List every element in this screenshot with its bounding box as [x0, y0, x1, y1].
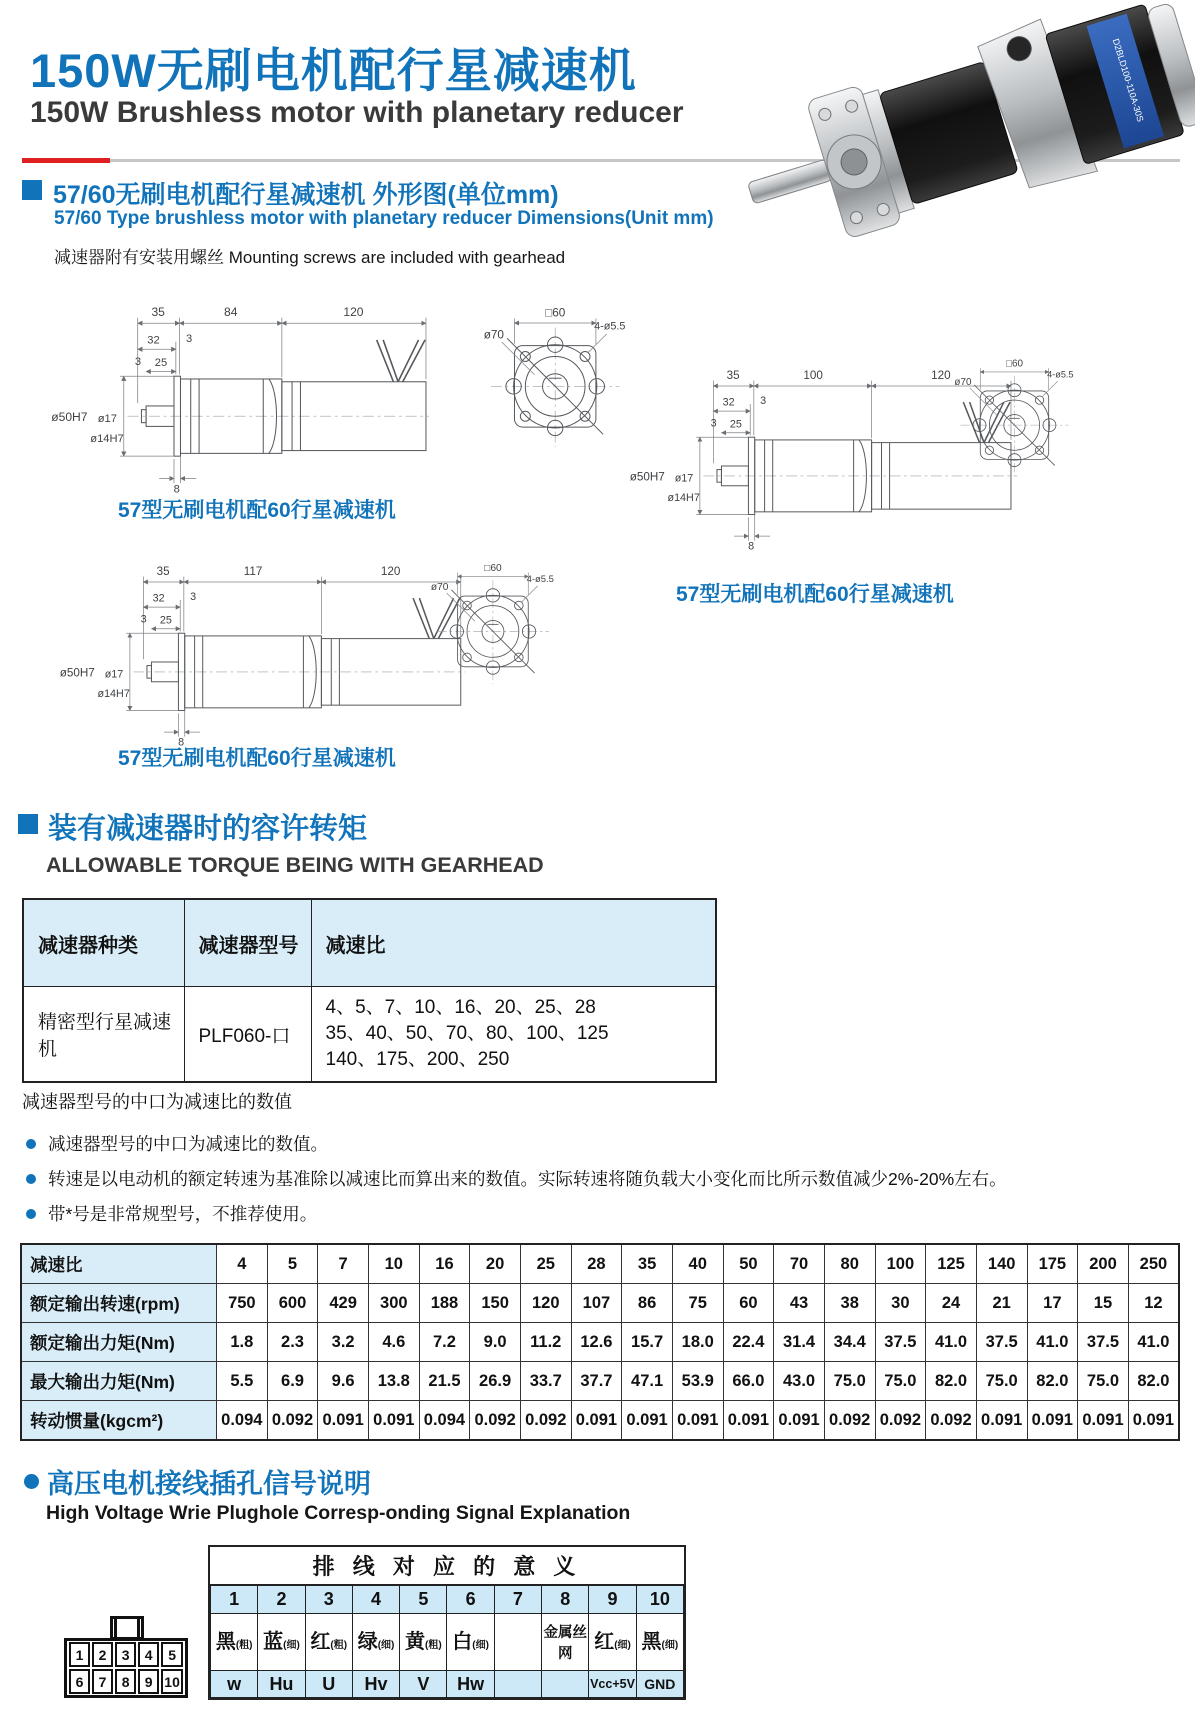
dim-3b: 3 [140, 613, 147, 626]
table-cell: w [211, 1671, 258, 1698]
table-row [21, 1362, 1179, 1401]
table-cell: 白(细) [447, 1614, 494, 1671]
spec-col-header: 减速比 [311, 899, 716, 987]
section-marker-dot [24, 1474, 39, 1489]
table-cell: 7 [494, 1586, 541, 1614]
note-text: 减速器型号的中口为减速比的数值。 [48, 1134, 328, 1154]
table-cell: 0.091 [1027, 1401, 1078, 1441]
dim-8: 8 [173, 483, 180, 496]
table-cell: 1 [69, 1642, 90, 1667]
table-cell: 750 [217, 1284, 268, 1323]
table-cell: 30 [875, 1284, 926, 1323]
table-cell: 41.0 [1027, 1323, 1078, 1362]
table-cell: 4.6 [368, 1323, 419, 1362]
table-cell: 0.091 [1128, 1401, 1179, 1441]
table-cell: 0.091 [318, 1401, 369, 1441]
page-title: 150W无刷电机配行星减速机 [30, 44, 637, 97]
table-cell: 绿(细) [352, 1614, 399, 1671]
table-cell: 21.5 [419, 1362, 470, 1401]
table-cell: 0.091 [774, 1401, 825, 1441]
dim-collar-dia: ø17 [97, 412, 117, 425]
row-header-cell: 额定输出转速(rpm) [21, 1284, 217, 1323]
table-cell: 4 [217, 1244, 268, 1284]
table-cell: 37.7 [571, 1362, 622, 1401]
note-text: 转速是以电动机的额定转速为基准除以减速比而算出来的数值。实际转速将随负载大小变化而比所示数值减少2%-20%左右。 [48, 1169, 1007, 1189]
table-cell: 22.4 [723, 1323, 774, 1362]
dim-bolt-circle: ø70 [483, 328, 504, 342]
table-cell: 600 [267, 1284, 318, 1323]
table-row [69, 1669, 183, 1694]
dim-motor-length: 120 [931, 368, 951, 382]
table-cell: 200 [1078, 1244, 1129, 1284]
table-cell: 37.5 [875, 1323, 926, 1362]
table-cell: 80 [824, 1244, 875, 1284]
table-cell: 0.092 [267, 1401, 318, 1441]
table-cell: 0.092 [520, 1401, 571, 1441]
dim-25: 25 [729, 418, 742, 431]
table-cell: 70 [774, 1244, 825, 1284]
dim-shaft-length: 35 [726, 368, 740, 382]
table-cell: 0.091 [672, 1401, 723, 1441]
table-cell: 2 [258, 1586, 305, 1614]
drawing1-caption: 57型无刷电机配60行星减速机 [118, 499, 396, 522]
performance-table [20, 1243, 1180, 1441]
table-cell: 黄(粗) [400, 1614, 447, 1671]
connector-diagram [64, 1616, 190, 1700]
table-cell: 3.2 [318, 1323, 369, 1362]
table-cell: 20 [470, 1244, 521, 1284]
table-cell: 75 [672, 1284, 723, 1323]
table-cell: 10 [636, 1586, 683, 1614]
connector-body [64, 1638, 188, 1698]
table-cell: 82.0 [1128, 1362, 1179, 1401]
table-cell: 5 [267, 1244, 318, 1284]
table-cell: 1 [211, 1586, 258, 1614]
connector-latch [110, 1616, 144, 1640]
section-dimensions-heading [22, 175, 559, 211]
section-heading-zh: 57/60无刷电机配行星减速机 外形图(单位mm) [53, 181, 559, 209]
section-marker-square [18, 814, 38, 834]
table-cell: 0.092 [875, 1401, 926, 1441]
table-cell: 红(细) [589, 1614, 636, 1671]
dim-bolt-circle: ø70 [430, 581, 449, 593]
table-cell: 37.5 [976, 1323, 1027, 1362]
table-cell: 0.091 [723, 1401, 774, 1441]
table-cell: 4 [138, 1642, 159, 1667]
list-item [22, 1168, 1152, 1190]
table-cell: 25 [520, 1244, 571, 1284]
spec-col-header: 减速器型号 [184, 899, 311, 987]
table-cell: 75.0 [1078, 1362, 1129, 1401]
dim-flange-dia: ø50H7 [51, 409, 88, 424]
dim-8: 8 [178, 736, 185, 749]
table-cell: 82.0 [926, 1362, 977, 1401]
table-cell: 41.0 [926, 1323, 977, 1362]
wiring-table-frame [208, 1545, 686, 1700]
table-cell: 35 [622, 1244, 673, 1284]
motor-label-text: D2BLD100-110A-30S [1110, 37, 1146, 123]
table-cell: 12 [1128, 1284, 1179, 1323]
table-cell: 4 [352, 1586, 399, 1614]
table-cell: 17 [1027, 1284, 1078, 1323]
table-cell: 38 [824, 1284, 875, 1323]
table-row [211, 1586, 684, 1614]
table-cell: 3 [115, 1642, 136, 1667]
table-cell: 9.0 [470, 1323, 521, 1362]
dim-motor-length: 120 [380, 564, 401, 578]
bullet-icon [26, 1209, 36, 1219]
row-header-cell: 转动惯量(kgcm²) [21, 1401, 217, 1441]
table-cell: 15 [1078, 1284, 1129, 1323]
table-cell: 黑(细) [636, 1614, 683, 1671]
table-cell: 8 [115, 1669, 136, 1694]
table-cell: 120 [520, 1284, 571, 1323]
connector-pin-grid [67, 1640, 185, 1696]
table-cell: 0.092 [470, 1401, 521, 1441]
table-cell: 红(粗) [305, 1614, 352, 1671]
table-cell: 0.091 [976, 1401, 1027, 1441]
table-cell: 9 [589, 1586, 636, 1614]
dim-gear-length: 117 [243, 564, 263, 578]
table-cell: Hw [447, 1671, 494, 1698]
spec-col-header: 减速器种类 [23, 899, 184, 987]
table-cell: 37.5 [1078, 1323, 1129, 1362]
dim-square-60: □60 [1006, 358, 1023, 370]
table-cell: 0.094 [419, 1401, 470, 1441]
dim-25: 25 [159, 614, 172, 627]
table-cell: V [400, 1671, 447, 1698]
table-cell: 9.6 [318, 1362, 369, 1401]
section-torque-heading [18, 806, 367, 847]
row-header-cell: 额定输出力矩(Nm) [21, 1323, 217, 1362]
wiring-heading-zh: 高压电机接线插孔信号说明 [47, 1469, 371, 1499]
drawing3-front-view [412, 560, 577, 717]
table-cell: 50 [723, 1244, 774, 1284]
product-photo [735, 2, 1195, 260]
page-subtitle: 150W Brushless motor with planetary reducer [30, 96, 684, 129]
torque-heading-zh: 装有减速器时的容许转矩 [48, 813, 368, 845]
table-cell: 2.3 [267, 1323, 318, 1362]
table-cell: 28 [571, 1244, 622, 1284]
dim-holes: 4-ø5.5 [594, 320, 626, 333]
drawing3-caption: 57型无刷电机配60行星减速机 [118, 747, 396, 770]
table-cell: 250 [1128, 1244, 1179, 1284]
dim-square-60: □60 [545, 306, 566, 320]
drawing2-front-view [936, 356, 1096, 508]
model-note: 减速器型号的中口为减速比的数值 [22, 1092, 292, 1112]
table-cell: 13.8 [368, 1362, 419, 1401]
table-cell: 金属丝网 [542, 1614, 589, 1671]
drawing1-side-view [35, 286, 445, 498]
section-wiring-heading [24, 1462, 371, 1501]
list-item [22, 1133, 1152, 1155]
table-cell: 75.0 [976, 1362, 1027, 1401]
gearhead-model-cell: PLF060-口 [184, 987, 311, 1083]
dim-32: 32 [152, 592, 165, 605]
table-cell: 86 [622, 1284, 673, 1323]
table-row [21, 1284, 1179, 1323]
table-row [21, 1323, 1179, 1362]
table-cell: 18.0 [672, 1323, 723, 1362]
table-row [69, 1642, 183, 1667]
note-text: 带*号是非常规型号，不推荐使用。 [48, 1204, 318, 1224]
dim-3: 3 [186, 332, 193, 345]
dim-bolt-circle: ø70 [954, 376, 972, 388]
table-cell: 188 [419, 1284, 470, 1323]
table-cell: Hv [352, 1671, 399, 1698]
table-cell: 12.6 [571, 1323, 622, 1362]
table-cell: 60 [723, 1284, 774, 1323]
table-cell: 150 [470, 1284, 521, 1323]
table-cell: 40 [672, 1244, 723, 1284]
dim-flange-dia: ø50H7 [629, 470, 665, 484]
table-cell: 0.094 [217, 1401, 268, 1441]
table-cell: GND [636, 1671, 683, 1698]
table-cell: 66.0 [723, 1362, 774, 1401]
table-cell: 5 [161, 1642, 183, 1667]
section-marker-square [22, 180, 42, 200]
table-cell: 11.2 [520, 1323, 571, 1362]
dim-8: 8 [748, 540, 755, 553]
table-cell: 黑(粗) [211, 1614, 258, 1671]
table-cell: 53.9 [672, 1362, 723, 1401]
dim-shaft-length: 35 [151, 304, 165, 319]
bullet-icon [26, 1174, 36, 1184]
table-cell: 26.9 [470, 1362, 521, 1401]
dim-3: 3 [190, 590, 197, 603]
dim-motor-length: 120 [343, 304, 364, 319]
wiring-heading-en: High Voltage Wrie Plughole Corresp-onding Signal Explanation [46, 1502, 631, 1524]
table-cell: 31.4 [774, 1323, 825, 1362]
wiring-table [210, 1585, 684, 1698]
table-cell [494, 1671, 541, 1698]
dim-collar-dia: ø17 [674, 472, 694, 485]
table-cell: Vcc+5V [589, 1671, 636, 1698]
dim-collar-dia: ø17 [104, 668, 124, 681]
dim-32: 32 [722, 396, 735, 409]
table-cell: 6 [69, 1669, 90, 1694]
drawing2-caption: 57型无刷电机配60行星减速机 [676, 583, 954, 606]
table-cell: 0.091 [571, 1401, 622, 1441]
table-cell: 47.1 [622, 1362, 673, 1401]
table-cell: 3 [305, 1586, 352, 1614]
dim-flange-dia: ø50H7 [59, 666, 95, 680]
dim-holes: 4-ø5.5 [526, 572, 554, 584]
dim-shaft-length: 35 [156, 564, 170, 578]
table-cell: 24 [926, 1284, 977, 1323]
dim-shaft-dia: ø14H7 [90, 433, 124, 446]
gearhead-type-cell: 精密型行星减速机 [23, 987, 184, 1083]
table-cell: U [305, 1671, 352, 1698]
table-cell: 0.092 [926, 1401, 977, 1441]
table-cell: 75.0 [824, 1362, 875, 1401]
table-cell: 8 [542, 1586, 589, 1614]
table-cell: 16 [419, 1244, 470, 1284]
table-row [21, 1244, 1179, 1284]
table-cell: 7 [318, 1244, 369, 1284]
ratio-line: 35、40、50、70、80、100、125 [325, 1022, 609, 1044]
gear-ratios-cell [311, 987, 716, 1083]
table-cell: 0.091 [1078, 1401, 1129, 1441]
gearhead-spec-table [22, 898, 717, 1083]
table-cell: 10 [368, 1244, 419, 1284]
table-cell: 43.0 [774, 1362, 825, 1401]
dim-25: 25 [154, 356, 168, 369]
section-heading-en: 57/60 Type brushless motor with planetary reducer Dimensions(Unit mm) [54, 208, 714, 229]
dim-gear-length: 84 [223, 304, 238, 319]
table-cell: 100 [875, 1244, 926, 1284]
list-item [22, 1203, 1152, 1225]
table-row [21, 1401, 1179, 1441]
table-cell: 15.7 [622, 1323, 673, 1362]
table-cell: 6.9 [267, 1362, 318, 1401]
table-cell: 43 [774, 1284, 825, 1323]
table-cell: 33.7 [520, 1362, 571, 1401]
table-cell: 1.8 [217, 1323, 268, 1362]
dim-holes: 4-ø5.5 [1047, 369, 1074, 380]
table-row [211, 1671, 684, 1698]
table-cell: 0.091 [622, 1401, 673, 1441]
table-cell: 429 [318, 1284, 369, 1323]
table-row [211, 1614, 684, 1671]
table-cell: 7.2 [419, 1323, 470, 1362]
motor-shaft [748, 159, 833, 204]
table-cell: 2 [92, 1642, 113, 1667]
table-cell: 140 [976, 1244, 1027, 1284]
bullet-icon [26, 1139, 36, 1149]
table-cell: 0.091 [368, 1401, 419, 1441]
ratio-line: 4、5、7、10、16、20、25、28 [325, 996, 596, 1018]
table-cell: 175 [1027, 1244, 1078, 1284]
dim-square-60: □60 [484, 562, 502, 574]
torque-heading-en: ALLOWABLE TORQUE BEING WITH GEARHEAD [46, 853, 544, 877]
table-cell: 300 [368, 1284, 419, 1323]
mounting-screws-note: 减速器附有安装用螺丝 Mounting screws are included with gearhead [54, 248, 566, 267]
table-cell: 75.0 [875, 1362, 926, 1401]
table-cell: 6 [447, 1586, 494, 1614]
dim-3b: 3 [710, 417, 717, 430]
row-header-cell: 最大输出力矩(Nm) [21, 1362, 217, 1401]
table-cell: 9 [138, 1669, 159, 1694]
dim-gear-length: 100 [803, 368, 823, 382]
table-cell: 7 [92, 1669, 113, 1694]
table-cell: 125 [926, 1244, 977, 1284]
table-cell [494, 1614, 541, 1671]
table-cell: 0.092 [824, 1401, 875, 1441]
dim-shaft-dia: ø14H7 [667, 492, 700, 505]
row-header-cell: 减速比 [21, 1244, 217, 1284]
table-cell: 10 [161, 1669, 183, 1694]
table-cell: 5.5 [217, 1362, 268, 1401]
dim-3: 3 [760, 394, 767, 407]
table-cell: 107 [571, 1284, 622, 1323]
wiring-table-title: 排 线 对 应 的 意 义 [210, 1547, 684, 1585]
table-cell: 82.0 [1027, 1362, 1078, 1401]
table-cell: 21 [976, 1284, 1027, 1323]
ratio-line: 140、175、200、250 [325, 1049, 510, 1071]
table-cell: 蓝(细) [258, 1614, 305, 1671]
dim-3b: 3 [134, 356, 142, 369]
table-cell: Hu [258, 1671, 305, 1698]
table-cell: 5 [400, 1586, 447, 1614]
table-cell: 41.0 [1128, 1323, 1179, 1362]
dim-shaft-dia: ø14H7 [97, 688, 130, 701]
dim-32: 32 [147, 334, 160, 347]
table-cell [542, 1671, 589, 1698]
notes-list [22, 1133, 1152, 1238]
table-cell: 34.4 [824, 1323, 875, 1362]
